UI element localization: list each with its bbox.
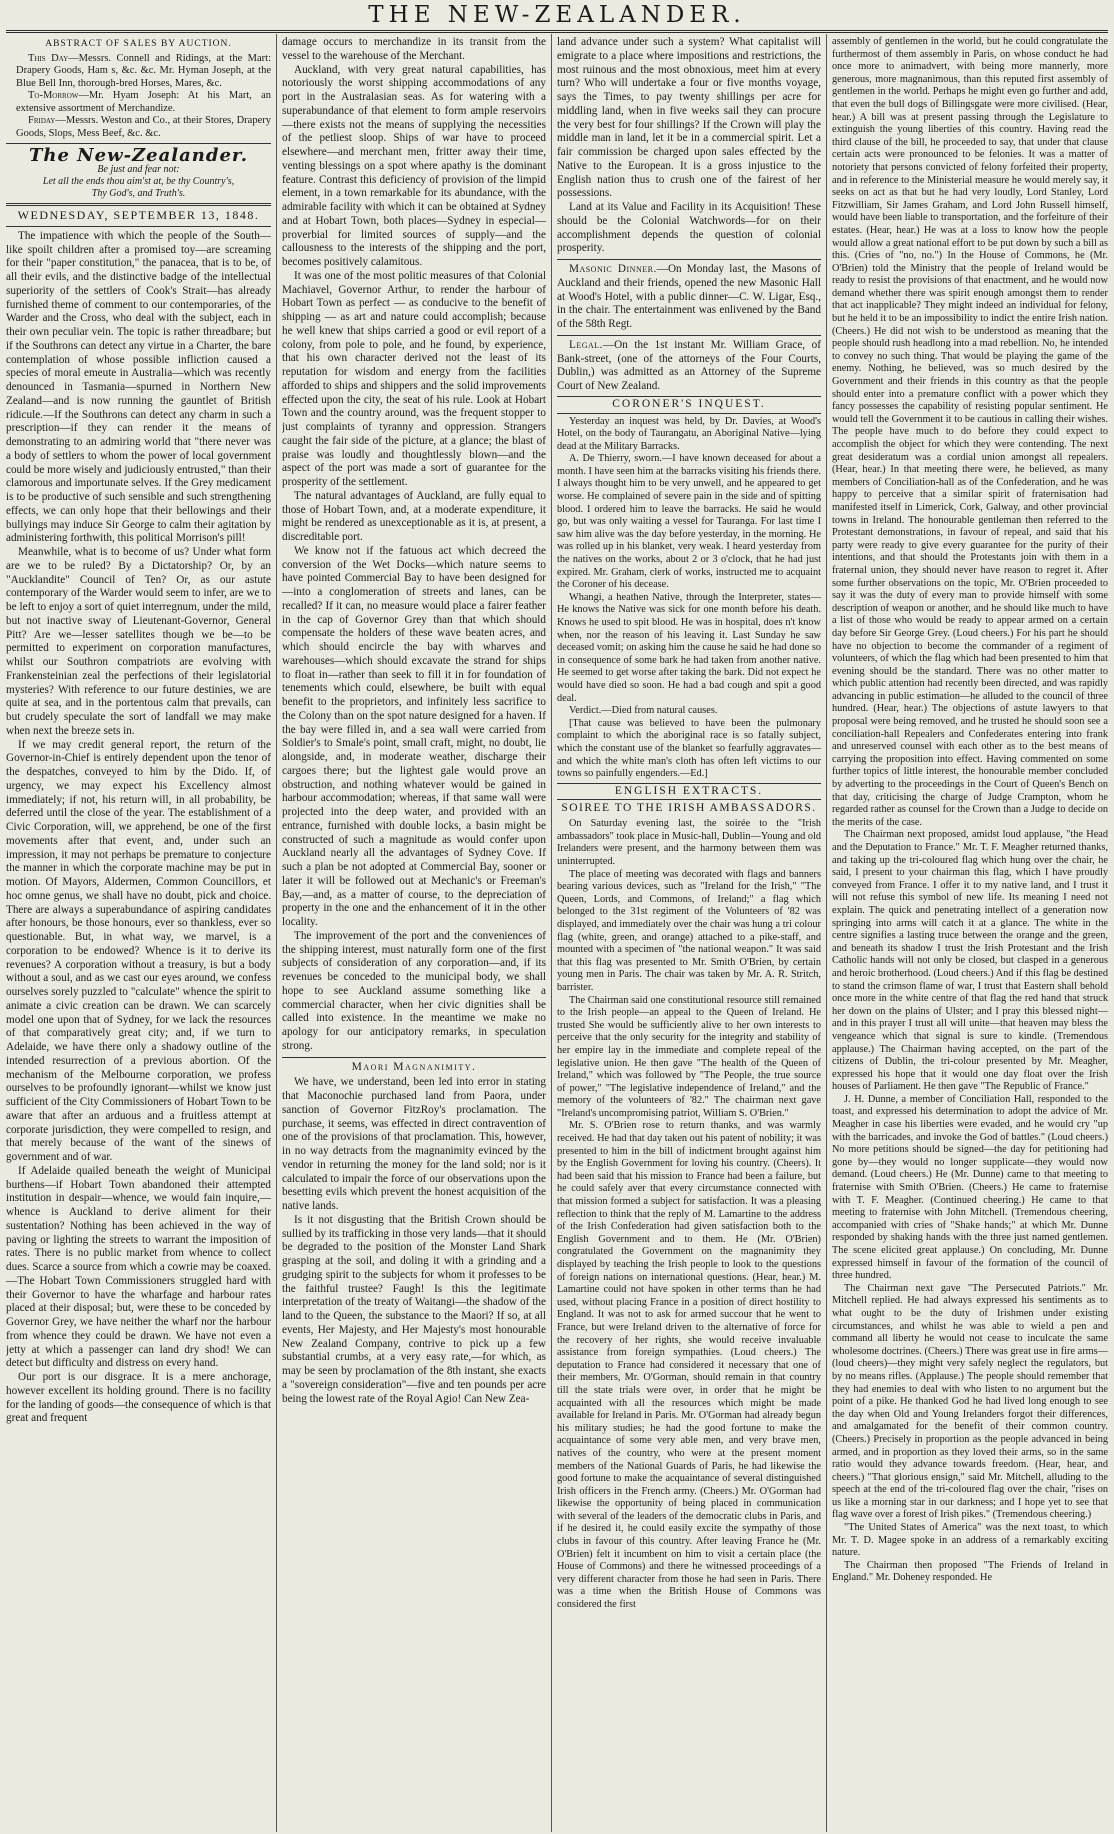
column-divider <box>276 34 277 1832</box>
motto-line: Be just and fear not: <box>97 164 180 175</box>
divider <box>557 335 821 336</box>
auction-abstract-heading: ABSTRACT OF SALES BY AUCTION. <box>45 39 232 49</box>
auction-text: —Messrs. Weston and Co., at their Stores, Drapery Goods, Slops, Mess Beef, &c. &c. <box>16 115 271 139</box>
article-paragraph: Is it not disgusting that the British Crown should be sullied by its trafficking in those very lands—that it should be degraded to the position of the Monster Land Shark grasping at the soil, and doling it with a grinding and a grudging spirit to the subjects for whom it professes to be the faithful trustee? Faugh! Is this the legitimate interpretation of the treaty of Waitangi—the shadow of the land to the Queen, the substance to the Maori? If so, at all events, Her Majesty, and Her Majesty's most honourable New Zealand Company, contrive to pick up a few substantial crumbs, at a very easy rate,—for which, as may be seen by proclamation of the 8th instant, she exacts a "sovereign consideration"—five and ten pounds per acre being the lowest rate of the Royal Agio! Can New Zea- <box>282 1213 546 1405</box>
editorial-paragraph: The natural advantages of Auckland, are fully equal to those of Hobart Town, and, at a moderate expenditure, it might be rendered as unexceptionable as it is, at present, a discreditable port. <box>282 489 546 543</box>
auction-day: Friday <box>28 115 56 127</box>
report-paragraph: The Chairman next proposed, amidst loud applause, "the Head and the Deputation to France." Mr. T. F. Meagher returned thanks, and taking up the tri-coloured flag which hung over the chair, he said, I present to your chairman this flag, which I have proudly conveyed from France. I offer it to my native land, and I trust it will not refuse this symbol of new life. Its meaning I need not explain. The quick and penetrating intellect of a generation now springing into arms will catch it at a glance. The white in the centre signifies a lasting truce between the orange and the green, and beneath its shadow I trust the Irish Protestant and the Irish Catholic hands will not only be closed, but clasped in a generous and heroic brotherhood. (Loud cheers.) And if this flag be destined to stand the crimson flame of war, I trust that Eastern shall behold once more in the white centre of that flag the red hand that struck her down on the plains of Ulster; and I pray this blessed night—and in this prayer I trust all will unite—that heaven may bless the vengeance which that signal is sure to kindle. (Tremendous applause.) The Chairman having accepted, on the part of the citizens of Dublin, the tri-colour presented by Mr. Meagher, expressed his hope that it would one day float over the Irish houses of Parliament. He then gave "The Republic of France." <box>832 829 1108 1093</box>
editorial-paragraph: Land at its Value and Facility in its Acquisition! These should be the Colonial Watchwords—for on their accomplishment depends the question of colonial prosperity. <box>557 201 821 255</box>
masthead-title: THE NEW-ZEALANDER. <box>368 2 746 28</box>
report-paragraph: The place of meeting was decorated with flags and banners bearing various devices, such as "Ireland for the Irish," "The Queen, Lords, and Commons, of Ireland;" a flag which belonged to the 31st regiment of the Volunteers of '82 was displayed, and immediately over the chair was hung a tri colour flag (white, green, and orange) attached to a pike-staff, and mounted with a specimen of "the national weapon." It was said that this flag was presented to Mr. Smith O'Brien, by certain young men in Paris. The chair was taken by Mr. A. R. Stritch, barrister. <box>557 868 821 993</box>
editorial-paragraph: If Adelaide quailed beneath the weight of Municipal burthens—if Hobart Town abandoned their attempted institution in despair—whence, we would fain inquire,—whence is Auckland to derive aliment for their sustentation? Nothing has been achieved in the way of paving or lighting the streets to warrant the imposition of rates. There is no public market from whence to collect dues. Scarce a source from which a cowrie may be coaxed.—The Hobart Town Commissioners struggled hard with their Governor to have the wharfage and harbour rates placed at their disposal; but, were these to be conceded by Governor Grey, we have neither the wharf nor the harbour from whence they could be drawn. We have not even a jetty at which a passenger can land dry shod! We can detect but difficulty and distress on every hand. <box>6 1164 271 1370</box>
column-divider <box>551 34 552 1832</box>
column-3 <box>557 36 821 1832</box>
editorial-paragraph: Meanwhile, what is to become of us? Under what form are we to be ruled? By a Dictatorship? Or, by an "Aucklandite" Council of Ten? Or, as our astute contemporary of the Warder would seem to infer, are we to be left to enjoy a sort of quiet interregnum, under the mild, but not inactive sway of Lieutenant-Governor, General Pitt? Are we—lesser satellites though we be—to be permitted to experiment on corporation manufactures, whilst our Southron compatriots are evolving with Frankensteinian zeal the perfections of their legislatorial mysteries? With reference to our future destinies, we are quite at sea, and in the portentous calm that prevails, can but crudely speculate the sort of landfall we may make when next the breeze sets in. <box>6 546 271 737</box>
column-divider <box>826 34 827 1832</box>
report-paragraph: On Saturday evening last, the soirée to the "Irish ambassadors" took place in Music-hall, Dublin—Young and old Irelanders were present, and the harmony between them was uninterrupted. <box>557 818 821 867</box>
report-paragraph: The Chairman said one constitutional resource still remained to the Irish people—an appeal to the Queen of Ireland. He trusted She would be sufficiently alive to her own interests to perceive that the only security for the integrity and stability of her empire lay in the immediate and complete repeal of the legislative union. He then gave "The health of the Queen of Ireland," which was followed by "The People, the true source of power," "The legislative independence of Ireland," and the memory of the volunteers of '82." The chairman next gave "Ireland's uncompromising patriot, William S. O'Brien." <box>557 994 821 1119</box>
report-paragraph: The Chairman next gave "The Persecuted Patriots." Mr. Mitchell replied. He had always expressed his sentiments as to what ought to be the duty of Irishmen under existing circumstances, and whilst he was able to wield a pen and command all liberty he would not cease to inculcate the same wholesome doctrines. (Cheers.) There was great use in fire arms—(loud cheers)—they might very safely neglect the regulators, but by no means rifles. (Applause.) The people should remember that they had enemies to deal with who listen to no argument but the point of a pike. He thanked God he had lived long enough to see the day when Old and Young Irelanders forgot their differences, and amalgamated for the benefit of their common country. (Cheers.) Precisely in proportion as the people advanced in being armed, and in proportion as they loved their arms, so in the same ratio would they advance towards freedom. (Hear, hear, and cheers.) "That glorious ensign," said Mr. Mitchell, alluding to the speech at the end of the tri-coloured flag over the chair, "rises on us like a morning star in our darkness; and I hope yet to see that flag wave over a forest of Irish pikes." (Tremendous cheering.) <box>832 1282 1108 1521</box>
auction-text: —Messrs. Connell and Ridings, at the Mart: Drapery Goods, Ham s, &c. &c. Mr. Hyman Joseph, at the Blue Bell Inn, thorough-bred Horses, Mares, &c. <box>16 52 271 89</box>
report-paragraph: A. De Thierry, sworn.—I have known deceased for about a month. I have seen him at the barracks visiting his friends there. I always thought him to be very unwell, and he appeared to get worse. He complained of severe pain in the side and of spitting blood. I ordered him to leave the barracks. He said he would go, but was only waiting a vessel for Tauranga. For last time I saw him alive was the day before yesterday, in the morning. He was rolled up in his blanket, very weak. I heard yesterday from the natives on the works, about 2 or 3 o'clock, that he had just expired. Mr. Graham, clerk of works, instructed me to acquaint the Coroner of his decease. <box>557 453 821 591</box>
divider <box>557 259 821 260</box>
editorial-paragraph: If we may credit general report, the return of the Governor-in-Chief is entirely dependent upon the tenor of the despatches, conveyed to him by the Dido. If, of urgency, we may expect his Excellency almost immediately; if not, his return will, in all probability, be deferred until the close of the year. The establishment of a Civic Corporation, will, we apprehend, be one of the first movements after that event, and, under such an impression, it may not perhaps be premature to conjecture the manner in which the corporate machine may be put in motion. Of Mayors, Aldermen, Common Councillors, et hoc omne genus, we shall have no doubt, pick and choice. There are always a superabundance of aspiring candidates after honours, be those honours, ever so thankless, ever so questionable. But, in what way, we marvel, is a corporation to be endowed? Whence is it to derive its revenues? A corporation without a treasury, is but a body without a soul, and as we cast our eyes around, we confess ourselves sorely puzzled to "calculate" whence the spirit to animate a civic creation can be drawn. We can scarcely model one upon that of Sydney, for we lack the resources of that comparatively great city; and, if we turn to Adelaide, we have there only a shadowy outline of the intended resurrection of a previous abortion. Of the mechanism of the Melbourne corporation, we profess ourselves to be profoundly ignorant—whilst we know just sufficient of the City Commissioners of Hobart Town to be aware that after an arduous and a fruitless attempt at corporate jurisdiction, they were compelled to resign, and that merely because of the want of the sinews of government and of war. <box>6 738 271 1163</box>
editorial-paragraph: We know not if the fatuous act which decreed the conversion of the Wet Docks—which nature seems to have pointed Commercial Bay to have been designed for—into a conglomeration of streets and lanes, can be recalled? If it can, no measure would place a fairer feather in the cap of Governor Grey than that which should compensate the holders of these wave beaten acres, and which should encircle the bay with wharves and warehouses—which should excavate the strand for ships to float in—rather than seek to fill it in for foundation of tenements which could, elsewhere, be built with equal benefit to the proprietors, and infinitely less sacrifice to the Colony than on the spot nature designed for a haven. If the bay were filled in, and a sea wall were carried from Soldier's to Smale's point, small craft, might, no doubt, lie alongside, and, in moderate weather, discharge their cargoes there; but the lightest gale would prove an obstruction, and nothing whatever would be gained in harbour accommodation; whereas, if that same wall were projected into the deep water, and provided with an entrance, furnished with double locks, a basin might be constructed of such a magnitude as would confer upon Auckland nearly all the advantages of Sydney Cove. If such a plan be not adopted at Commercial Bay, sooner or later it will be followed out at Mechanic's or Freeman's Bay,—and, as a matter of course, to the depreciation of property in the one and the enhancement of it in the other locality. <box>282 544 546 928</box>
report-paragraph: assembly of gentlemen in the world, but he could congratulate the furthermost of them assembly in Paris, on whose conduct he had once more to animadvert, with being more mannerly, more generous, more magnanimous, than this reputed first assembly of gentlemen in the world. Perhaps he might even go further and add, that even the bull dogs of Billingsgate were more civilised. (Hear, hear.) A bill was at present passing through the Legislature to extinguish the young liberties of this country. Having read the third clause of the bill, he proceeded to say, that under that clause certain acts were pronounced to be felonies. It was a matter of notoriety that persons convicted of felony forfeited their property, and in reference to the Ministerial measure he would merely say, it seeks on act as that but he had very loudly, Lord Stanley, Lord Fitzwilliam, Sir James Graham, and Lord John Russell himself, would have been liable to transportation, and the forfeiture of their estates. (Hear, hear.) He was at a loss to know how the people would allow a great national effort to be put down by such a bill as this. (Cries of "no, no.") In the House of Commons, he (Mr. O'Brien) told the Ministry that the people of Ireland would be ready to resist the provisions of that enactment, and he would now demand whether there was spirit enough amongst them to render that act inapplicable? They might indeed an individual for felony, but he held it to be an impossibility to indict the entire Irish nation. (Cheers.) He did not wish to be understood as meaning that the people should rush headlong into a mad rebellion. No, he intended to convey no such thing. That would be playing the game of the enemy. Nothing, he believed, was so much desired by the Government and their friends in this country as that the people should enter into a premature conflict with a power which they fancy possesses the capability of resisting popular sentiment. He would tell the Government it to be cautious in calling their wishes. The people have much to do before they could expect to accomplish the object for which they were contending. The next great desideratum was a cordial union amongst all repealers. (Hear, hear.) In that meeting there were, he believed, as many members of Conciliation-hall as of the Confederation, and he was happy to perceive that a similar spirit of fraternisation had manifested itself in Limerick, Cork, Galway, and other provincial towns in Ireland. The honourable gentleman then referred to the Protestant demonstrations, in favour of repeal, and said that his party were ready to give every guarantee for the purity of their intentions, and that should the Protestants join with them in a fraternal union, they should never have reason to regret it. After some further observations on the topic, Mr. O'Brien proceeded to say it was the duty of every man to provide himself with some description of weapon or another, and he should like much to have a list of those who would be ready to appear armed on a certain day before Sir George Grey. (Loud cheers.) For his part he should have no objection to become the commander of a regiment of volunteers, of which the flag which had been presented to him that evening should be the standard. There was no other matter to which public attention had recently been directed, and was rapidly advancing in public estimation—he alluded to the council of three hundred. (Hear, hear.) The objections of astute lawyers to that proposal were being removed, and he trusted he should soon see a conciliation-hall Repealers and Confederates entering into frank and unreserved counsel with each other as to the best means of carrying the proposition into effect. Having commented on some further topics of little interest, the honourable member concluded by adverting to the proceedings in the Court of Queen's Bench on that day, criticising the charge of Judge Crampton, whom he regarded rather as counsel for the Crown than a Judge to decide on the merits of the case. <box>832 36 1108 828</box>
masthead-rule <box>6 30 1108 33</box>
report-paragraph: Mr. S. O'Brien rose to return thanks, and was warmly received. He had that day taken out his patent of nobility; it was presented to him in the bill of indictment brought against him by the English Government for loving his country. (Cheers). It had been said that his mission to France had been a failure, but he could safely aver that every circumstance connected with that mission formed a subject for satisfaction. It was a pleasing reflection to think that the reply of M. Lamartine to the address of the Irish Confederation had given satisfaction both to the English Government and to them. He (Mr. O'Brien) congratulated the Government on the magnanimity they displayed by teaching the Irish people to look to the questions of foreign nations on international questions. (Hear, hear.) M. Lamartine could not have spoken in other terms than he had used, without placing France in a position of direct hostility to England. It was not to ask for armed succour that he went to France, but were Ireland driven to the alternative of force for the recovery of her rights, she would receive invaluable assistance from foreign sympathies. (Loud cheers.) The deputation to France had considered it necessary that one of their members, Mr. O'Gorman, should remain in that country till the state trials were over, in order that he might be acquainted with all the resources which might be made available for Ireland in Paris. Mr. O'Gorman had already begun his military studies; he had the good fortune to make the acquaintance of some very able men, and very brave men, natives of the country, who were at the present moment members of the National Guards of Paris, he had likewise the good fortune to make the acquaintance of several distinguished Irish officers in the French army. (Cheers.) Mr. O'Gorman had likewise the opportunity of being placed in communication with several of the leaders of the democratic clubs in Paris, and if he desired it, he could easily excite the sympathy of those clubs in favour of this country. After leaving France he (Mr. O'Brien) felt it incumbent on him to visit a certain place (the House of Commons) and there he witnessed proceedings of a very different character from those he had seen in Paris. There was a time when the British House of Commons was considered the first <box>557 1120 821 1611</box>
news-item-heading: Legal. <box>569 338 603 351</box>
auction-entry <box>6 53 271 91</box>
auction-day: This Day <box>28 52 69 64</box>
editorial-paragraph: Auckland, with very great natural capabilities, has notoriously the worst shipping accommodations of any port in the Australasian seas. As for watering with a superabundance of that element to form ample reservoirs—there exists not the means of supplying the necessities of the petliest sloop. Ships of war have to proceed elsewhere—and merchant men, fritter away their time, venting blessings on a spot where apathy is the dominant feature. Contrast this deficiency of provision of the limpid element, in a town remarkable for its abundance, with the admirable facility with which it can be obtained at Sydney and at Hobart Town, both places—Sydney in especial—proverbial for limited sources of supply—and the callousness to the interests of the shipping and the port, becomes positively calamitous. <box>282 63 546 268</box>
auction-day: To-Morrow <box>28 90 79 102</box>
article-heading-soiree: SOIREE TO THE IRISH AMBASSADORS. <box>561 802 817 815</box>
report-paragraph: The Chairman then proposed "The Friends of Ireland in England." Mr. Doheney responded. He <box>832 1559 1108 1584</box>
editorial-paragraph: It was one of the most politic measures of that Colonial Machiavel, Governor Arthur, to render the harbour of Hobart Town as perfect — as conducive to the benefit of shipping — as art and nature could accomplish; because he well knew that ships carried a good or evil report of a colony, from pole to pole, and he found, by experience, that his own character derived not the least of its reputation for wisdom and energy from the facilities afforded to ships and shippers and the solid improvements effected upon the city, the seat of his rule. Look at Hobart Town and the country around, was the frequent stopper to just complaints of tyranny and oppression. Strangers caught the fair side of the picture, at a glance; the blast of praise was loudly and thoughtlessly blown—and the aspect of the port was made a sort of guarantee for the prosperity of the settlement. <box>282 269 546 488</box>
column-2 <box>282 36 546 1832</box>
column-1 <box>6 36 271 1832</box>
news-item <box>557 339 821 394</box>
auction-entry <box>6 115 271 140</box>
report-paragraph: J. H. Dunne, a member of Conciliation Hall, responded to the toast, and expressed his determination to adopt the advice of Mr. Meagher in case his liberties were evaded, and he would cry "up with the barricades, and invoke the God of battles." (Loud cheers.) No more petitions should be signed—the day for petitioning had gone by—they would no longer supplicate—they would now demand. (Loud cheers.) He (Mr. Dunne) came to that meeting to fraternise with Smith O'Brien. (Cheers.) He came to fraternise with T. F. Meagher. (Continued cheering.) He came to that meeting to fraternise with John Mitchell. (Tremendous cheering, accompanied with cries of "Shake hands;" at which Mr. Dunne responded by shaking hands with the three just named gentlemen. The scene elicited great applause.) On concluding, Mr. Dunne expressed himself in favour of the formation of the council of three hundred. <box>832 1093 1108 1282</box>
news-item-text: —On Monday last, the Masons of Auckland and their friends, opened the new Masonic Hall at Wood's Hotel, with a public dinner—C. W. Ligar, Esq., in the chair. The entertainment was enlivened by the Band of the 58th Regt. <box>557 263 821 330</box>
column-4 <box>832 36 1108 1832</box>
report-paragraph: Yesterday an inquest was held, by Dr. Davies, at Wood's Hotel, on the body of Taurangatu, an Aboriginal Native—lying dead at the Military Barracks. <box>557 415 821 452</box>
report-paragraph: "The United States of America" was the next toast, to which Mr. T. D. Magee spoke in an address of a remarkably exciting nature. <box>832 1522 1108 1559</box>
paper-nameplate: The New-Zealander. <box>28 145 249 167</box>
report-paragraph: [That cause was believed to have been the pulmonary complaint to which the aboriginal race is so fatally subject, which the constant use of the blanket so fearfully aggravates—and which the white man's cloth has often left victims to our towns so painfully engenders.—Ed.] <box>557 717 821 780</box>
news-item-heading: Masonic Dinner. <box>569 263 657 275</box>
motto-line: Thy God's, and Truth's. <box>91 188 186 199</box>
divider <box>6 143 271 144</box>
inquest-report <box>557 416 821 781</box>
divider <box>6 203 271 206</box>
auction-text: —Mr. Hyam Joseph: At his Mart, an extensive assortment of Merchandize. <box>16 90 271 114</box>
divider <box>282 1057 546 1058</box>
soiree-report <box>557 818 821 1611</box>
dateline: WEDNESDAY, SEPTEMBER 13, 1848. <box>17 208 260 222</box>
auction-entry <box>6 90 271 115</box>
editorial-paragraph: The improvement of the port and the conveniences of the shipping interest, must naturally form one of the first subjects of consideration of any corporation—and, if its revenues be conceded to the municipal body, we shall hope to see Auckland assume something like a commercial character, when her civic dignities shall be called into existence. In the meantime we make no apology for our anticipatory remarks, in speculation strong. <box>282 929 546 1052</box>
divider <box>6 226 271 227</box>
editorial-paragraph: The impatience with which the people of the South—like spoilt children after a promised toy—are screaming for their "paper constitution," the panacea, that is to be, of all their evils, and the distinctive badge of the intellectual superiority of the settlers of Cook's Strait—has already furnished theme of comment to our contemporaries, of the Warder and the Cross, who deal with the subject, each in their own peculiar vein. The topic is rather threadbare; but if the Southrons can detect any virtue in a Charter, the bare contemplation of whose possible infliction caused a species of moral emeute in Australia—which was recently denounced in Tasmania—spurned in Northern New Zealand—and is now running the gauntlet of British ridicule.—If the Southrons can detect any charm in such a prescription—if they can render it the means of demonstrating to an admiring world that "there never was a body of settlers to whom the power of local government could be more wisely and judiciously entrusted," than their clamorous and importunate selves. If the Grey medicament is to be productive of such sensible and such strengthening effects, we can only hope that their bellowings and their bullyings may induce Sir George to calm their agitation by administering forthwith, this political Morrison's pill! <box>6 229 271 545</box>
report-paragraph: Whangi, a heathen Native, through the Interpreter, states—He knows the Native was sick for one month before his death. Knows he used to spit blood. He was in hospital, does n't know when, nor the reason of his leaving it. Last Sunday he saw deceased vomit; on asking him the cause he said he had done so in consequence of some bark he had taken from another native. He seemed to get worse after taking the bark. Did not expect he would have died so soon. He had a bad cough and spit a good deal. <box>557 591 821 704</box>
news-item-text: —On the 1st instant Mr. William Grace, of Bank-street, (one of the attorneys of the Four Courts, Dublin,) was admitted as an Attorney of the Supreme Court of New Zealand. <box>557 338 821 392</box>
news-item <box>557 263 821 332</box>
report-paragraph: Verdict.—Died from natural causes. <box>569 705 718 717</box>
editorial-paragraph: land advance under such a system? What capitalist will emigrate to a place where impositions and restrictions, the most ruinous and the most obnoxious, meet him at every turn? Who will undertake a four or five months voyage, says the Times, to pay twenty shillings per acre for middling land, when in five weeks sail they can procure the very best for four shillings? If the Crown will play the middle man in land, let it be in a commercial spirit. Let a fair commission be charged upon sales effected by the Native to the European. It is a gross injustice to the English nation thus to crush one of the fairest of her possessions. <box>557 36 821 200</box>
motto-line: Let all the ends thou aim'st at, be thy Country's, <box>42 176 235 187</box>
section-heading-maori: Maori Magnanimity. <box>351 1060 477 1073</box>
section-heading-extracts: ENGLISH EXTRACTS. <box>557 783 821 801</box>
section-heading-inquest: CORONER'S INQUEST. <box>557 396 821 414</box>
article-paragraph: We have, we understand, been led into error in stating that Maconochie purchased land from Paora, under sanction of Governor FitzRoy's proclamation. The purchase, it seems, was effected in direct contravention of one of the provisions of that proclamation. This, however, in no way detracts from the magnanimity evinced by the vendor in returning the money for the land sold; nor is it calculated to impair the force of our observations upon the besetting evils which prevent the honest acquisition of the native lands. <box>282 1076 546 1212</box>
editorial-paragraph: Our port is our disgrace. It is a mere anchorage, however excellent its holding ground. There is no facility for the landing of goods—the consequence of which is that great and frequent <box>6 1371 271 1425</box>
editorial-paragraph: damage occurs to merchandize in its transit from the vessel to the warehouse of the Merchant. <box>282 36 546 62</box>
